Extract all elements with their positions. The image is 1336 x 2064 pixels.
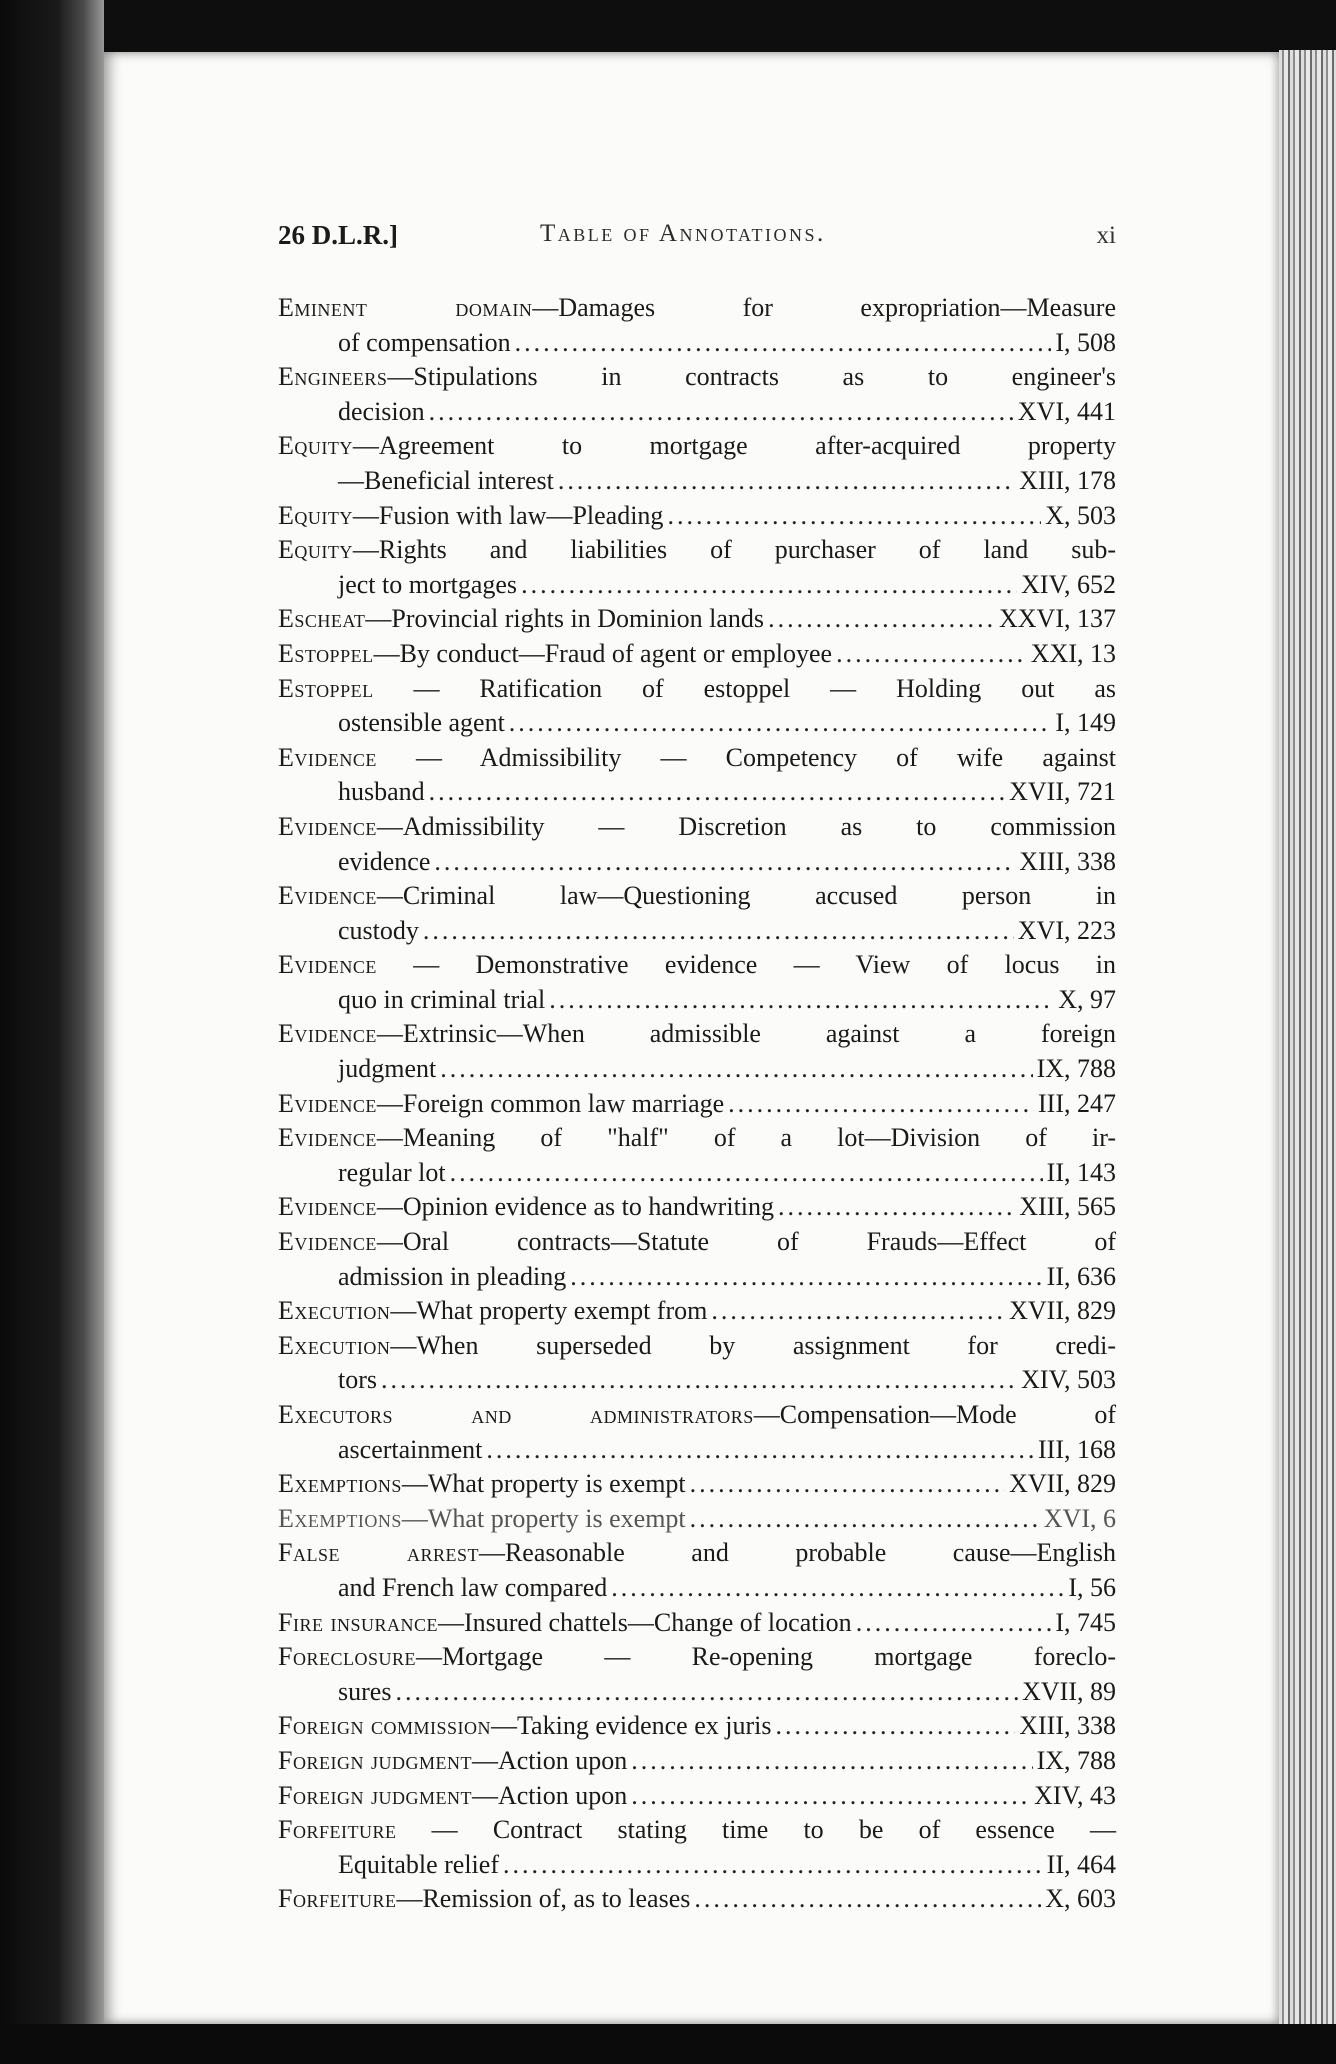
entry-text: —Meaning of "half" of a lot—Division of ir- — [376, 1123, 1116, 1153]
list-item — [278, 1087, 1116, 1122]
entry-text: —Remission of, as to leases — [396, 1884, 691, 1914]
entry-text: —Opinion evidence as to handwriting — [376, 1192, 775, 1222]
list-item — [278, 1121, 1116, 1190]
leader-dots — [856, 1606, 1052, 1641]
list-item — [278, 1294, 1116, 1329]
list-item — [278, 1225, 1116, 1294]
list-item — [278, 1502, 1116, 1537]
entry-text: —Agreement to mortgage after-acquired property — [352, 431, 1116, 461]
list-item — [278, 602, 1116, 637]
entry-text: —Insured chattels—Change of location — [437, 1607, 852, 1637]
entry-continuation: husband — [338, 777, 425, 807]
entry-heading: Execution — [278, 1296, 391, 1326]
entry-heading: Eminent domain — [278, 293, 533, 322]
list-item — [278, 1640, 1116, 1709]
entry-continuation: of compensation — [338, 327, 511, 357]
entry-heading: Equity — [278, 535, 353, 565]
entry-heading: Equity — [278, 500, 353, 530]
list-item — [278, 1882, 1116, 1917]
entry-heading: Exemptions — [278, 1503, 402, 1533]
leader-dots — [690, 1467, 1005, 1502]
leader-dots — [549, 983, 1054, 1018]
list-item — [278, 429, 1116, 498]
entry-text: —What property exempt from — [390, 1296, 708, 1326]
page-title: Table of Annotations. — [540, 220, 826, 247]
entry-continuation: and French law compared — [338, 1572, 608, 1602]
annotation-list — [278, 291, 1116, 1917]
entry-heading: Foreclosure — [278, 1642, 416, 1672]
leader-dots — [775, 1709, 1015, 1744]
entry-continuation: evidence — [338, 846, 431, 876]
entry-text: —Admissibility — Discretion as to commission — [376, 811, 1116, 841]
entry-heading: Foreign commission — [278, 1711, 491, 1741]
leader-dots — [423, 914, 1014, 949]
volume-page-ref: XVII, 721 — [1009, 777, 1116, 807]
entry-text: —Rights and liabilities of purchaser of land sub- — [352, 535, 1116, 565]
list-item — [278, 948, 1116, 1017]
list-item — [278, 1709, 1116, 1744]
entry-heading: Forfeiture — [278, 1815, 397, 1845]
entry-heading: Execution — [278, 1330, 391, 1360]
leader-dots — [509, 706, 1052, 741]
entry-text: — Demonstrative evidence — View of locus in — [376, 950, 1116, 980]
entry-heading: Evidence — [278, 1088, 377, 1118]
entry-continuation: sures — [338, 1676, 392, 1706]
entry-text: —Stipulations in contracts as to engineer's — [387, 362, 1116, 392]
volume-page-ref: XVII, 89 — [1022, 1676, 1116, 1706]
entry-text: —Damages for expropriation—Measure — [532, 293, 1116, 322]
volume-page-ref: XVII, 829 — [1009, 1469, 1116, 1499]
entry-heading: Engineers — [278, 362, 388, 392]
leader-dots — [395, 1675, 1018, 1710]
volume-page-ref: IX, 788 — [1036, 1054, 1116, 1084]
entry-continuation: —Beneficial interest — [338, 465, 554, 495]
entry-heading: Evidence — [278, 1227, 377, 1257]
list-item — [278, 1467, 1116, 1502]
entry-text: —Oral contracts—Statute of Frauds—Effect of — [376, 1227, 1116, 1257]
entry-text: —Compensation—Mode of — [753, 1400, 1116, 1429]
entry-text: —Action upon — [471, 1745, 628, 1775]
entry-continuation: custody — [338, 915, 419, 945]
volume-page-ref: II, 143 — [1046, 1157, 1116, 1187]
leader-dots — [778, 1190, 1015, 1225]
entry-continuation: ascertainment — [338, 1434, 483, 1464]
entry-text: — Contract stating time to be of essence — — [396, 1815, 1116, 1845]
volume-page-ref: XIII, 338 — [1019, 1711, 1116, 1741]
entry-continuation: judgment — [338, 1054, 437, 1084]
leader-dots — [440, 1052, 1032, 1087]
volume-page-ref: XIII, 178 — [1019, 465, 1116, 495]
entry-heading: Evidence — [278, 1019, 377, 1049]
leader-dots — [836, 637, 1027, 672]
entry-text: —Foreign common law marriage — [376, 1088, 725, 1118]
entry-text: —Extrinsic—When admissible against a foreign — [376, 1019, 1116, 1049]
list-item — [278, 1779, 1116, 1814]
list-item — [278, 291, 1116, 360]
list-item — [278, 672, 1116, 741]
entry-continuation: Equitable relief — [338, 1849, 499, 1879]
entry-text: —Fusion with law—Pleading — [352, 500, 664, 530]
volume-page-ref: X, 97 — [1058, 984, 1116, 1014]
volume-page-ref: III, 168 — [1038, 1434, 1116, 1464]
volume-page-ref: XVI, 223 — [1017, 915, 1116, 945]
leader-dots — [486, 1433, 1034, 1468]
entry-heading: Equity — [278, 431, 353, 461]
entry-continuation: tors — [338, 1365, 377, 1395]
entry-continuation: ject to mortgages — [338, 569, 518, 599]
entry-heading: Evidence — [278, 742, 377, 772]
volume-page-ref: IX, 788 — [1036, 1745, 1116, 1775]
list-item — [278, 1606, 1116, 1641]
volume-page-ref: XXVI, 137 — [999, 604, 1116, 634]
entry-continuation: admission in pleading — [338, 1261, 567, 1291]
entry-continuation: regular lot — [338, 1157, 446, 1187]
leader-dots — [570, 1260, 1042, 1295]
leader-dots — [711, 1294, 1005, 1329]
list-item — [278, 360, 1116, 429]
entry-heading: Forfeiture — [278, 1884, 397, 1914]
list-item — [278, 637, 1116, 672]
volume-page-ref: I, 745 — [1055, 1607, 1116, 1637]
volume-page-ref: XIII, 338 — [1019, 846, 1116, 876]
entry-text: —By conduct—Fraud of agent or employee — [373, 638, 833, 668]
entry-heading: Executors and administrators — [278, 1400, 754, 1429]
entry-heading: Evidence — [278, 1123, 377, 1153]
volume-page-ref: XXI, 13 — [1030, 638, 1116, 668]
page-stack-edge — [1279, 50, 1336, 2030]
volume-page-ref: II, 636 — [1046, 1261, 1116, 1291]
leader-dots — [450, 1156, 1043, 1191]
entry-heading: Estoppel — [278, 638, 374, 668]
leader-dots — [631, 1744, 1032, 1779]
leader-dots — [611, 1571, 1064, 1606]
entry-continuation: ostensible agent — [338, 708, 505, 738]
entry-text: —Mortgage — Re-opening mortgage foreclo- — [415, 1642, 1116, 1672]
scan-bottom-border — [0, 2024, 1336, 2064]
entry-heading: Foreign judgment — [278, 1745, 472, 1775]
volume-page-ref: III, 247 — [1038, 1088, 1116, 1118]
leader-dots — [515, 326, 1052, 361]
entry-heading: Escheat — [278, 604, 366, 634]
list-item — [278, 1190, 1116, 1225]
volume-label: 26 D.L.R.] — [278, 220, 398, 250]
leader-dots — [521, 568, 1017, 603]
list-item — [278, 1813, 1116, 1882]
list-item — [278, 533, 1116, 602]
entry-heading: Evidence — [278, 811, 377, 841]
entry-heading: False arrest — [278, 1538, 479, 1568]
leader-dots — [381, 1363, 1017, 1398]
entry-heading: Foreign judgment — [278, 1780, 472, 1810]
leader-dots — [768, 602, 995, 637]
entry-continuation: quo in criminal trial — [338, 984, 546, 1014]
volume-page-ref: XVI, 441 — [1017, 396, 1116, 426]
volume-page-ref: XVII, 829 — [1009, 1296, 1116, 1326]
entry-text: —Taking evidence ex juris — [490, 1711, 772, 1741]
entry-heading: Evidence — [278, 881, 377, 911]
entry-heading: Exemptions — [278, 1469, 402, 1499]
leader-dots — [429, 775, 1005, 810]
volume-page-ref: XVI, 6 — [1043, 1503, 1116, 1533]
entry-text: —Provincial rights in Dominion lands — [365, 604, 765, 634]
list-item — [278, 499, 1116, 534]
leader-dots — [558, 464, 1015, 499]
volume-page-ref: I, 149 — [1055, 708, 1116, 738]
volume-page-ref: XIV, 43 — [1034, 1780, 1116, 1810]
running-header — [278, 220, 1116, 260]
leader-dots — [429, 395, 1014, 430]
leader-dots — [728, 1087, 1034, 1122]
entry-text: —Criminal law—Questioning accused person in — [376, 881, 1116, 911]
volume-page-ref: X, 603 — [1045, 1884, 1116, 1914]
entry-text: —When superseded by assignment for credi- — [390, 1330, 1116, 1360]
leader-dots — [667, 499, 1041, 534]
list-item — [278, 1536, 1116, 1605]
entry-text: —Reasonable and probable cause—English — [478, 1538, 1116, 1568]
leader-dots — [690, 1502, 1040, 1537]
leader-dots — [503, 1848, 1043, 1883]
list-item — [278, 810, 1116, 879]
volume-page-ref: I, 56 — [1068, 1572, 1116, 1602]
entry-text: — Admissibility — Competency of wife against — [376, 742, 1116, 772]
list-item — [278, 1398, 1116, 1467]
volume-page-ref: I, 508 — [1055, 327, 1116, 357]
book-binding-shadow — [0, 0, 104, 2064]
list-item — [278, 741, 1116, 810]
list-item — [278, 879, 1116, 948]
volume-page-ref: II, 464 — [1046, 1849, 1116, 1879]
entry-heading: Fire insurance — [278, 1607, 438, 1637]
entry-heading: Evidence — [278, 1192, 377, 1222]
volume-page-ref: XIV, 652 — [1021, 569, 1116, 599]
volume-page-ref: X, 503 — [1045, 500, 1116, 530]
volume-page-ref: XIV, 503 — [1021, 1365, 1116, 1395]
entry-text: —What property is exempt — [401, 1469, 686, 1499]
list-item — [278, 1329, 1116, 1398]
entry-text: —What property is exempt — [401, 1503, 686, 1533]
entry-heading: Estoppel — [278, 673, 374, 703]
entry-continuation: decision — [338, 396, 425, 426]
entry-text: —Action upon — [471, 1780, 628, 1810]
leader-dots — [631, 1779, 1030, 1814]
entry-text: — Ratification of estoppel — Holding out as — [373, 673, 1116, 703]
list-item — [278, 1744, 1116, 1779]
leader-dots — [694, 1882, 1041, 1917]
leader-dots — [434, 845, 1015, 880]
entry-heading: Evidence — [278, 950, 377, 980]
page-number: xi — [1096, 222, 1116, 249]
volume-page-ref: XIII, 565 — [1019, 1192, 1116, 1222]
list-item — [278, 1017, 1116, 1086]
